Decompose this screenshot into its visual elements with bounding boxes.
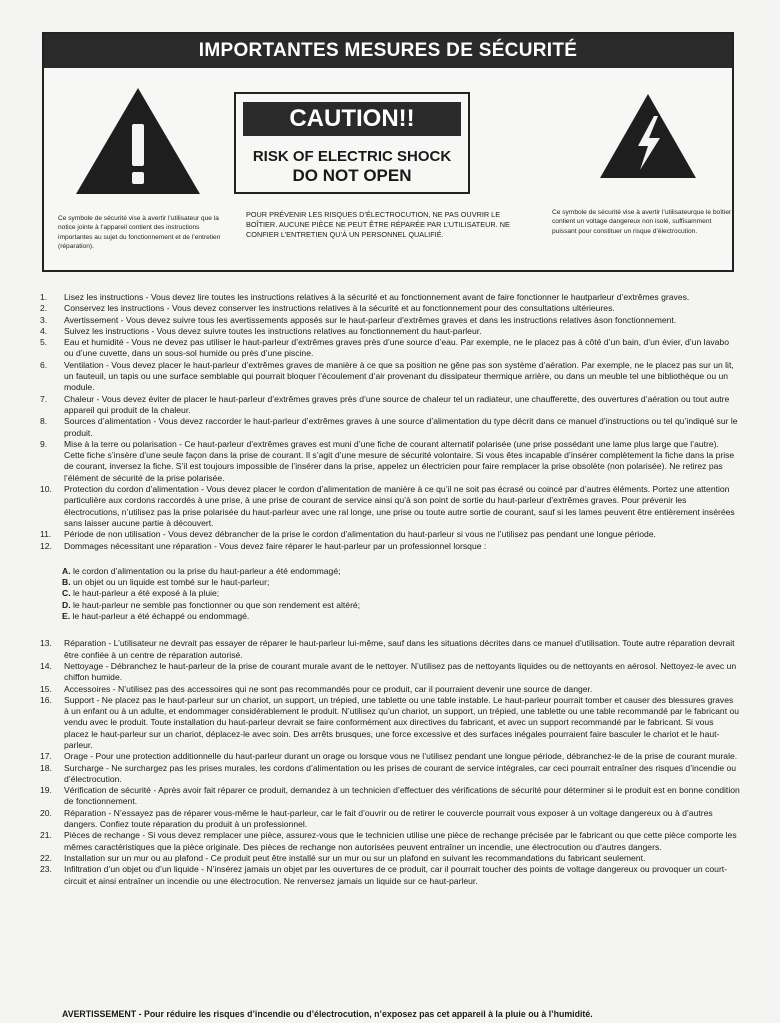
item-number: 14. xyxy=(40,660,52,671)
item-number: 16. xyxy=(40,694,52,705)
caution-panel xyxy=(234,92,470,194)
list-item xyxy=(40,360,740,394)
item-text: Lisez les instructions - Vous devez lire toutes les instructions relatives à la sécurité et au fonctionnement avant de faire fonctionner le hautparleur d’extrêmes graves. xyxy=(64,292,690,302)
sub-item-letter: B. xyxy=(62,577,71,588)
sub-item-letter: E. xyxy=(62,611,71,622)
list-item xyxy=(40,763,740,786)
item-text: Infiltration d’un objet ou d’un liquide - N’insérez jamais un objet par les ouvertures de ce produit, car il pourrait toucher des points de voltage dangereux ou provoquer un court-circuit et ainsi entraîner un incendie ou une électrocution. Ne renversez jamais un liquide sur ce haut-parleur. xyxy=(64,864,728,886)
item-number: 18. xyxy=(40,762,52,773)
item-text: Réparation - N’essayez pas de réparer vous-même le haut-parleur, car le fait d’ouvrir ou de retirer le couvercle pourrait vous exposer à un voltage dangereux ou à d’autres dangers. Confiez toute réparation du produit à un professionnel. xyxy=(64,807,713,830)
item-text: Eau et humidité - Vous ne devez pas utiliser le haut-parleur d’extrêmes graves près d’une source d’eau. Par exemple, ne le placez pas à côté d’un bain, d’un évier, d’un lavabo ou d’une cuvette, dans un sous-sol humide ou près d’une piscine. xyxy=(64,337,729,359)
list-item xyxy=(40,751,740,762)
item-text: Période de non utilisation - Vous devez débrancher de la prise le cordon d’alimentation du haut-parleur si vous ne l’utilisez pas pendant une longue période. xyxy=(64,529,656,540)
item-number: 10. xyxy=(40,484,52,495)
exclamation-triangle-icon xyxy=(74,86,202,196)
item-text: Pièces de rechange - Si vous devez remplacer une pièce, assurez-vous que le technicien utilise une pièce de rechange précisée par le fabricant ou que cette pièce comporte les mêmes caractéristiques que la pièce originale. Des pièces de rechange non autorisées peuvent entraîner un incendie, une électrocution ou d’autres dangers. xyxy=(64,830,737,852)
left-symbol-panel xyxy=(44,68,236,270)
item-text: Dommages nécessitant une réparation - Vous devez faire réparer le haut-parleur par un professionnel lorsque : xyxy=(64,540,487,551)
item-number: 4. xyxy=(40,325,48,336)
right-symbol-panel xyxy=(546,68,732,270)
item-text: Vérification de sécurité - Après avoir fait réparer ce produit, demandez à un technicien d’effectuer des vérifications de sécurité pour déterminer si le produit est en bonne condition de fonctionnement. xyxy=(64,785,740,807)
lightning-triangle-icon xyxy=(598,92,698,180)
item-text: Support - Ne placez pas le haut-parleur sur un chariot, un support, un trépied, une tablette ou une table instable. Le haut-parleur pourrait tomber et causer des blessures graves à un enfant ou à un adulte, et endommager considérablement le produit. N’utilisez qu’un chariot, un support, un trépied, une tablette ou une table recommandé par le fabricant ou vendu avec le produit. Toute installation du haut-parleur devrait se faire conformément aux directives du fabricant, et avec un support recommandé par le fabricant. Si vous placez le haut-parleur sur un chariot, déplacez-le avec soin. Des arrêts brusques, une force excessive et des surfaces inégales pourraient faire basculer le chariot et le haut-parleur. xyxy=(64,694,740,750)
sub-item-text: le haut-parleur a été exposé à la pluie; xyxy=(70,588,220,599)
list-item xyxy=(40,541,740,552)
left-symbol-text: Ce symbole de sécurité vise à avertir l’utilisateur que la notice jointe à l’appareil contient des instructions importantes au sujet du fonctionnement et de l’entretien (réparation). xyxy=(58,215,221,250)
list-item xyxy=(40,684,740,695)
sub-item-letter: C. xyxy=(62,588,71,599)
caution-title: CAUTION!! xyxy=(243,102,461,136)
sub-item-text: le haut-parleur a été échappé ou endommagé. xyxy=(70,611,250,622)
item-number: 22. xyxy=(40,852,52,863)
item-number: 7. xyxy=(40,393,48,404)
item-text: Ventilation - Vous devez placer le haut-parleur d’extrêmes graves de manière à ce que sa position ne gêne pas son système d’aération. Par exemple, ne le placez pas sur un lit, un fauteuil, un tapis ou une surface semblable qui pourrait bloquer l’écoulement d’air provenant du dissipateur thermique arrière, ou dans un meuble tel une bibliothèque ou un module. xyxy=(64,359,734,393)
list-item xyxy=(40,439,740,484)
list-item xyxy=(40,292,740,303)
list-item xyxy=(40,337,740,360)
list-item xyxy=(40,661,740,684)
sub-item-text: un objet ou un liquide est tombé sur le haut-parleur; xyxy=(70,577,270,588)
item-number: 5. xyxy=(40,337,48,348)
sub-item-letter: D. xyxy=(62,599,71,610)
item-text: Avertissement - Vous devez suivre tous les avertissements apposés sur le haut-parleur d’extrêmes graves et dans les instructions relatives àson fonctionnement. xyxy=(64,314,677,325)
item-number: 19. xyxy=(40,785,52,796)
list-item xyxy=(40,394,740,417)
item-text: Accessoires - N’utilisez pas des accessoires qui ne sont pas recommandés pour ce produit, car il pourraient devenir une source de danger. xyxy=(64,683,593,694)
warning-footer: AVERTISSEMENT - Pour réduire les risques d’incendie ou d’électrocution, n’exposez pas cet appareil à la pluie ou à l’humidité. xyxy=(62,1009,593,1019)
item-number: 20. xyxy=(40,807,52,818)
item-text: Orage - Pour une protection additionnelle du haut-parleur durant un orage ou lorsque vous ne l’utilisez pendant une longue période, débranchez-le de la prise de courant murale. xyxy=(64,751,738,762)
item-number: 9. xyxy=(40,438,48,449)
item-number: 2. xyxy=(40,303,48,314)
list-item xyxy=(40,638,740,661)
item-number: 3. xyxy=(40,314,48,325)
item-text: Surcharge - Ne surchargez pas les prises murales, les cordons d’alimentation ou les prises de courant de service intégrales, car ceci pourrait entraîner des risques d’incendie ou d’électrocution. xyxy=(64,762,737,784)
page-title: IMPORTANTES MESURES DE SÉCURITÉ xyxy=(44,34,732,68)
caution-note: POUR PRÉVENIR LES RISQUES D’ÉLECTROCUTION, NE PAS OUVRIR LE BOÎTIER. AUCUNE PIÈCE NE PEUT ÊTRE RÉPARÉE PAR L’UTILISATEUR. NE CONFIER L’ENTRETIEN QU’À UN PERSONNEL QUALIFIÉ. xyxy=(246,210,510,239)
list-item xyxy=(40,315,740,326)
item-number: 1. xyxy=(40,292,48,302)
caution-risk-text: RISK OF ELECTRIC SHOCK xyxy=(252,148,452,165)
list-item xyxy=(40,529,740,540)
item-text: Mise à la terre ou polarisation - Ce haut-parleur d’extrêmes graves est muni d’une fiche de courant alternatif polarisée (une prise possédant une lame plus large que l’autre). Cette fiche s’insère d’une seule façon dans la prise de courant. Il s’agit d’une mesure de sécurité volontaire. Si vous êtes incapable d’insérer complètement la fiche dans la prise de courant, inversez la fiche. S’il est toujours impossible de l’insérer dans la prise, appelez un électricien pour faire remplacer la prise obsolète (non polarisée). Ne retirez pas l’élément de sécurité de la prise polarisée. xyxy=(64,438,735,483)
item-text: Protection du cordon d’alimentation - Vous devez placer le cordon d’alimentation de manière à ce qu’il ne soit pas écrasé ou coincé par d’autres éléments. Portez une attention particulière aux cordons raccordés à une prise, à une prise de courant de service ainsi qu’à son point de sortie du haut-parleur d’extrêmes graves. Pour prévenir les électrocutions, n’utilisez pas la prise polarisée du haut-parleur avec une ral longe, une prise ou toute autre sortie de courant, sauf si les lames peuvent être entièrement insérées sans laisser aucune partie à découvert. xyxy=(64,484,735,528)
item-text: Nettoyage - Débranchez le haut-parleur de la prise de courant murale avant de le nettoyer. N’utilisez pas de nettoyants liquides ou de nettoyants en aérosol. Nettoyez-le avec un chiffon humide. xyxy=(64,660,737,683)
item-number: 12. xyxy=(40,540,52,551)
sub-list-item xyxy=(62,611,740,622)
sub-list-item xyxy=(62,577,740,588)
item-number: 11. xyxy=(40,529,52,540)
item-text: Sources d’alimentation - Vous devez raccorder le haut-parleur d’extrêmes graves à une source d’alimentation du type décrit dans ce manuel d’instructions ou tel qu’indiqué sur le produit. xyxy=(64,416,738,438)
list-item xyxy=(40,830,740,853)
item-number: 23. xyxy=(40,864,52,875)
right-symbol-text: Ce symbole de sécurité vise à avertir l’utilisateurque le boîtier contient un voltage dangereux non isolé, suffisamment puissant pour constituer un risque d’électrocution. xyxy=(552,209,732,235)
list-item xyxy=(40,484,740,529)
item-number: 8. xyxy=(40,416,48,427)
damage-conditions-list xyxy=(40,566,740,622)
sub-item-letter: A. xyxy=(62,565,71,576)
sub-list-item xyxy=(62,600,740,611)
sub-item-text: le haut-parleur ne semble pas fonctionner ou que son rendement est altéré; xyxy=(70,599,361,610)
list-item xyxy=(40,808,740,831)
list-item xyxy=(40,695,740,751)
instructions-list xyxy=(40,292,740,887)
item-text: Installation sur un mur ou au plafond - Ce produit peut être installé sur un mur ou sur un plafond en suivant les recommandations du fabricant seulement. xyxy=(64,852,646,863)
list-item xyxy=(40,853,740,864)
caution-do-not-open: DO NOT OPEN xyxy=(292,166,412,185)
item-text: Suivez les instructions - Vous devez suivre toutes les instructions relatives au fonctionnement du haut-parleur. xyxy=(64,325,482,336)
item-text: Conservez les instructions - Vous devez conserver les instructions relatives à la sécurité et au fonctionnement pour des consultations ultérieures. xyxy=(64,303,615,314)
sub-list-item xyxy=(62,588,740,599)
list-item xyxy=(40,785,740,808)
item-text: Réparation - L’utilisateur ne devrait pas essayer de réparer le haut-parleur lui-même, sauf dans les situations décrites dans ce manuel d’utilisation. Toute autre réparation devrait être confiée à un centre de réparation autorisé. xyxy=(64,638,735,660)
item-number: 6. xyxy=(40,359,48,370)
item-number: 13. xyxy=(40,638,52,649)
item-number: 15. xyxy=(40,683,52,694)
list-item xyxy=(40,326,740,337)
sub-item-text: le cordon d’alimentation ou la prise du haut-parleur a été endommagé; xyxy=(70,565,341,576)
item-text: Chaleur - Vous devez éviter de placer le haut-parleur d’extrêmes graves près d’une source de chaleur tel un radiateur, une chaufferette, des ouvertures d’aération ou tout autre appareil qui produit de la chaleur. xyxy=(64,393,730,415)
list-item xyxy=(40,864,740,887)
item-number: 21. xyxy=(40,830,52,841)
item-number: 17. xyxy=(40,751,52,762)
sub-list-item xyxy=(62,566,740,577)
list-item xyxy=(40,416,740,439)
list-item xyxy=(40,303,740,314)
